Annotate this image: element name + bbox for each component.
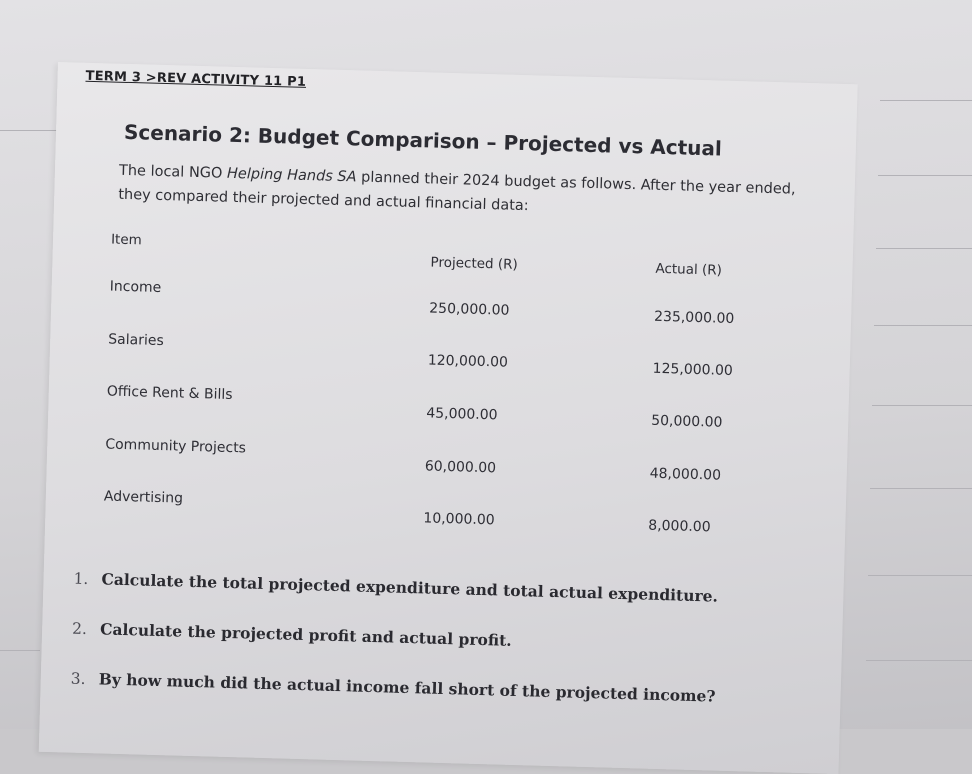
column-header-projected: Projected (R) bbox=[430, 254, 519, 273]
row-advertising-actual: 8,000.00 bbox=[648, 517, 711, 536]
question-text: Calculate the projected profit and actual profit. bbox=[99, 619, 512, 650]
row-salaries-actual: 125,000.00 bbox=[652, 360, 734, 379]
question-item bbox=[73, 569, 718, 606]
row-office-rent-actual: 50,000.00 bbox=[650, 412, 723, 431]
sheet-rule-line bbox=[870, 488, 972, 489]
intro-text: The local NGO bbox=[118, 162, 228, 182]
breadcrumb: TERM 3 >REV ACTIVITY 11 P1 bbox=[85, 68, 307, 90]
question-item bbox=[72, 619, 512, 650]
question-number: 3. bbox=[70, 669, 86, 689]
question-text: Calculate the total projected expenditure and total actual expenditure. bbox=[101, 569, 719, 606]
row-office-rent-item: Office Rent & Bills bbox=[106, 383, 233, 404]
row-advertising-item: Advertising bbox=[103, 488, 184, 507]
organization-name: Helping Hands SA bbox=[226, 165, 357, 186]
scenario-title: Scenario 2: Budget Comparison – Projected vs Actual bbox=[123, 119, 723, 161]
column-header-item: Item bbox=[110, 231, 143, 249]
row-salaries-projected: 120,000.00 bbox=[427, 352, 509, 371]
row-salaries-item: Salaries bbox=[108, 331, 164, 350]
row-community-projects-actual: 48,000.00 bbox=[649, 465, 722, 484]
sheet-rule-line bbox=[872, 405, 972, 406]
sheet-rule-line bbox=[866, 660, 972, 661]
sheet-rule-line bbox=[0, 650, 40, 651]
sheet-rule-line bbox=[874, 325, 972, 326]
question-text: By how much did the actual income fall short of the projected income? bbox=[98, 669, 716, 706]
intro-text: planned their 2024 budget as follows. After the year ended, they compared their projected and actual financial data: bbox=[118, 169, 796, 215]
scenario-intro bbox=[118, 159, 819, 227]
sheet-rule-line bbox=[868, 575, 972, 576]
budget-table bbox=[103, 232, 811, 541]
row-office-rent-projected: 45,000.00 bbox=[426, 405, 498, 424]
worksheet-page bbox=[39, 62, 858, 774]
question-item bbox=[71, 669, 716, 706]
row-community-projects-projected: 60,000.00 bbox=[424, 458, 497, 477]
question-number: 1. bbox=[73, 569, 89, 589]
sheet-rule-line bbox=[876, 248, 972, 249]
row-income-actual: 235,000.00 bbox=[653, 308, 735, 327]
row-advertising-projected: 10,000.00 bbox=[423, 510, 495, 529]
sheet-rule-line bbox=[880, 100, 972, 101]
question-list bbox=[70, 569, 834, 706]
sheet-rule-line bbox=[878, 175, 972, 176]
question-number: 2. bbox=[71, 619, 88, 639]
sheet-rule-line bbox=[0, 130, 58, 131]
row-income-item: Income bbox=[109, 278, 162, 296]
row-community-projects-item: Community Projects bbox=[105, 436, 247, 457]
column-header-actual: Actual (R) bbox=[655, 260, 723, 279]
row-income-projected: 250,000.00 bbox=[429, 300, 510, 319]
